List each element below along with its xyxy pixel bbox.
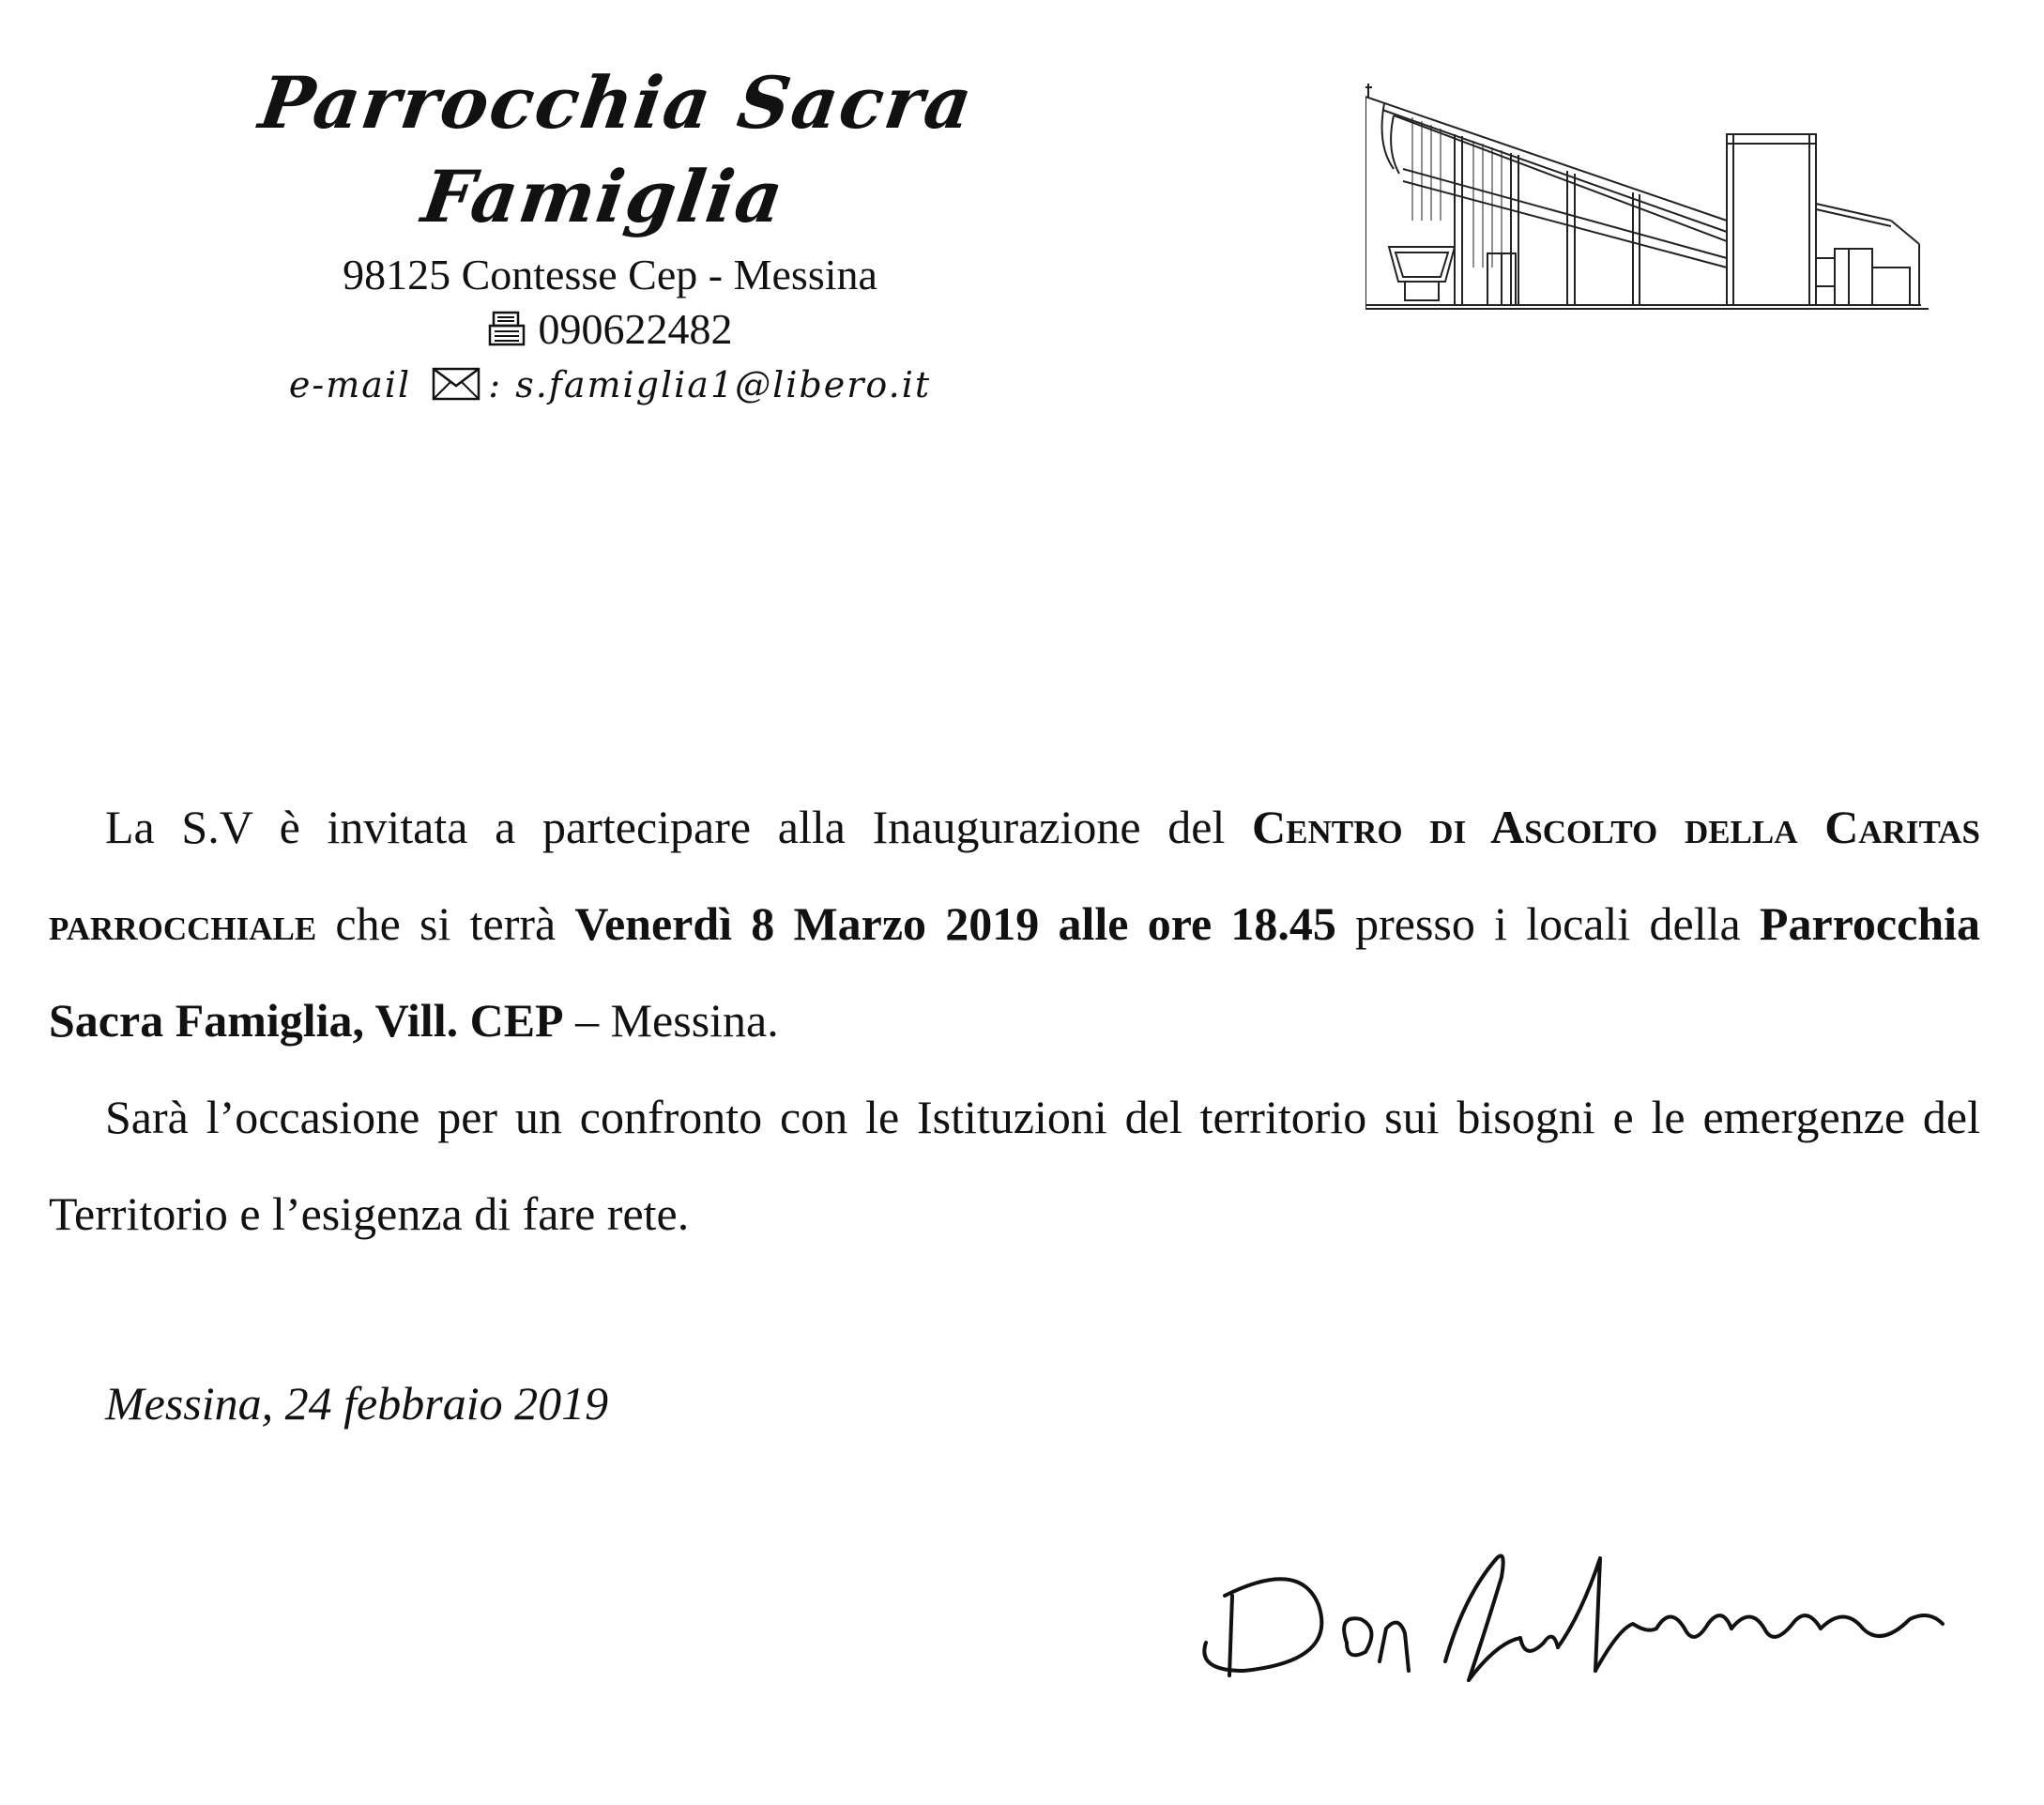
parish-address: 98125 Contesse Cep - Messina	[343, 251, 877, 298]
email-line	[188, 357, 1032, 413]
fax-icon	[488, 310, 526, 347]
event-place: Parrocchia Sacra Famiglia, Vill. CEP	[49, 897, 1981, 1047]
signature	[1187, 1539, 1961, 1699]
paragraph-purpose: Sarà l’occasione per un confronto con le Istituzioni del territorio sui bisogni e le emergenze del Territorio e l’esigenza di fare rete.	[49, 1091, 1980, 1240]
invitation-text-3: presso i locali della	[1335, 897, 1760, 950]
invitation-text-2: che si terrà	[316, 897, 575, 950]
email-address: s.famiglia1@libero.it	[515, 364, 932, 405]
event-datetime: Venerdì 8 Marzo 2019 alle ore 18.45	[574, 897, 1336, 950]
phone-line	[188, 302, 1032, 357]
invitation-text-1: La S.V è invitata a partecipare alla Inaugurazione del	[105, 801, 1253, 853]
letter-body	[49, 779, 1980, 1262]
date-line: Messina, 24 febbraio 2019	[105, 1377, 609, 1430]
paragraph-invitation	[49, 779, 1980, 1069]
letterhead	[188, 56, 1032, 413]
envelope-icon	[432, 367, 480, 401]
phone-number: 090622482	[538, 305, 733, 353]
event-name: Centro di Ascolto della Caritas parrocchiale	[49, 801, 1980, 950]
email-label: e-mail	[288, 364, 412, 405]
email-separator: :	[488, 364, 503, 405]
invitation-text-4: – Messina.	[563, 994, 779, 1047]
parish-name: Parrocchia Sacra Famiglia	[254, 61, 979, 238]
church-drawing	[1365, 80, 1938, 314]
